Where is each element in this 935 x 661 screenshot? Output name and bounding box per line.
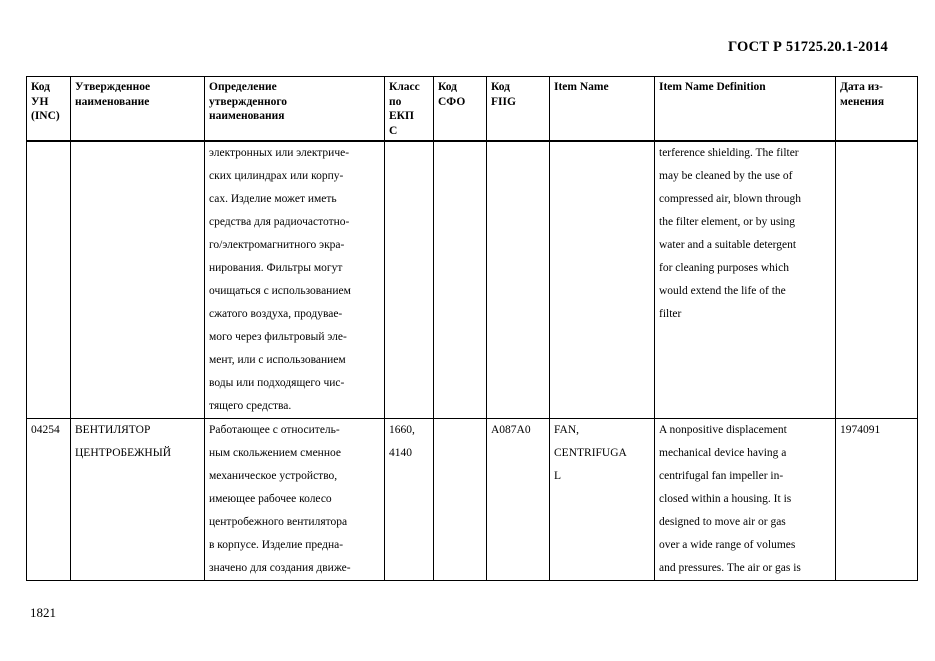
table-row bbox=[27, 141, 918, 419]
cell-text-line: значено для создания движе- bbox=[209, 562, 351, 574]
col-header-date bbox=[836, 77, 918, 142]
col-header-definition-ru bbox=[205, 77, 385, 142]
col-header-fiig bbox=[487, 77, 550, 142]
cell-text-line: terference shielding. The filter bbox=[659, 147, 799, 159]
cell-text-line: мого через фильтровый эле- bbox=[209, 331, 347, 343]
cell-text-line: мент, или с использованием bbox=[209, 354, 346, 366]
cell-text-line: наименование bbox=[75, 95, 150, 108]
cell-fiig: A087A0 bbox=[487, 419, 550, 581]
cell-text-line: Класс bbox=[389, 81, 420, 93]
cell-definition-en bbox=[655, 419, 836, 581]
col-header-inc bbox=[27, 77, 71, 142]
col-header-name-ru bbox=[71, 77, 205, 142]
cell-text-line: очищаться с использованием bbox=[209, 285, 351, 297]
cell-text-line: сжатого воздуха, продувае- bbox=[209, 308, 343, 320]
cell-text-line: по bbox=[389, 95, 402, 108]
cell-text-line: ских цилиндрах или корпу- bbox=[209, 170, 344, 182]
cell-text-line: closed within a housing. It is bbox=[659, 493, 792, 505]
cell-date bbox=[836, 141, 918, 419]
cell-name-ru bbox=[71, 141, 205, 419]
cell-text-line: утвержденного bbox=[209, 95, 288, 108]
cell-text-line: в корпусе. Изделие предна- bbox=[209, 539, 344, 551]
col-header-sfo bbox=[434, 77, 487, 142]
cell-text-line: сах. Изделие может иметь bbox=[209, 193, 337, 205]
cell-text-line: Утвержденное bbox=[75, 81, 151, 93]
cell-inc bbox=[27, 141, 71, 419]
cell-class bbox=[385, 141, 434, 419]
cell-definition-ru bbox=[205, 419, 385, 581]
cell-sfo bbox=[434, 419, 487, 581]
cell-text-line: Код bbox=[491, 81, 511, 93]
cell-text-line: воды или подходящего чис- bbox=[209, 377, 345, 389]
cell-text-line: for cleaning purposes which bbox=[659, 262, 789, 274]
cell-text-line: ЕКП bbox=[389, 110, 414, 122]
cell-text-line: CENTRIFUGA bbox=[554, 447, 627, 459]
col-header-item-name bbox=[550, 77, 655, 142]
cell-text-line: Item Name bbox=[554, 81, 609, 93]
cell-item-name bbox=[550, 141, 655, 419]
cell-text-line: water and a suitable detergent bbox=[659, 239, 797, 251]
cell-text-line: FAN, bbox=[554, 424, 580, 436]
cell-text-line: 4140 bbox=[389, 447, 412, 459]
cell-text-line: С bbox=[389, 124, 398, 137]
page-number: 1821 bbox=[30, 605, 56, 620]
cell-text-line: compressed air, blown through bbox=[659, 193, 801, 205]
cell-text-line: механическое устройство, bbox=[209, 470, 338, 482]
cell-text-line: Дата из- bbox=[840, 81, 883, 93]
cell-text-line: L bbox=[554, 470, 562, 482]
cell-text-line: centrifugal fan impeller in- bbox=[659, 470, 784, 482]
cell-text-line: Item Name Definition bbox=[659, 81, 766, 93]
cell-text-line: наименования bbox=[209, 110, 285, 122]
col-header-item-definition bbox=[655, 77, 836, 142]
cell-text-line: FIIG bbox=[491, 95, 516, 108]
col-header-class bbox=[385, 77, 434, 142]
cell-text-line: ЦЕНТРОБЕЖНЫЙ bbox=[75, 447, 172, 459]
cell-definition-en bbox=[655, 141, 836, 419]
cell-text-line: the filter element, or by using bbox=[659, 216, 796, 228]
cell-text-line: Код bbox=[438, 81, 458, 93]
cell-class bbox=[385, 419, 434, 581]
cell-text-line: would extend the life of the bbox=[659, 285, 786, 297]
cell-text-line: and pressures. The air or gas is bbox=[659, 562, 801, 574]
cell-text-line: го/электромагнитного экра- bbox=[209, 239, 345, 251]
cell-text-line: may be cleaned by the use of bbox=[659, 170, 793, 182]
cell-text-line: filter bbox=[659, 308, 682, 320]
cell-text-line: центробежного вентилятора bbox=[209, 516, 348, 528]
header-row bbox=[27, 77, 918, 142]
cell-text-line: УН bbox=[31, 95, 49, 108]
cell-text-line: A nonpositive displacement bbox=[659, 424, 787, 436]
cell-text-line: Определение bbox=[209, 81, 277, 93]
cell-definition-ru bbox=[205, 141, 385, 419]
cell-text-line: 1660, bbox=[389, 424, 415, 436]
cell-text-line: Работающее с относитель- bbox=[209, 424, 340, 436]
cell-text-line: Код bbox=[31, 81, 51, 93]
cell-text-line: mechanical device having a bbox=[659, 447, 787, 459]
cell-inc: 04254 bbox=[27, 419, 71, 581]
cell-text-line: тящего средства. bbox=[209, 400, 292, 412]
cell-item-name bbox=[550, 419, 655, 581]
standard-code: ГОСТ Р 51725.20.1-2014 bbox=[727, 39, 888, 55]
cell-text-line: СФО bbox=[438, 95, 466, 108]
cell-text-line: нирования. Фильтры могут bbox=[209, 262, 343, 274]
cell-text-line: (INC) bbox=[31, 110, 60, 122]
table-row bbox=[27, 419, 918, 581]
cell-name-ru bbox=[71, 419, 205, 581]
cell-text-line: менения bbox=[840, 95, 885, 108]
cell-text-line: ным скольжением сменное bbox=[209, 447, 341, 459]
cell-text-line: designed to move air or gas bbox=[659, 516, 786, 528]
gost-table bbox=[26, 76, 918, 581]
cell-text-line: over a wide range of volumes bbox=[659, 539, 796, 551]
cell-text-line: ВЕНТИЛЯТОР bbox=[75, 424, 151, 436]
cell-fiig bbox=[487, 141, 550, 419]
cell-text-line: имеющее рабочее колесо bbox=[209, 493, 332, 505]
cell-sfo bbox=[434, 141, 487, 419]
cell-date: 1974091 bbox=[836, 419, 918, 581]
cell-text-line: электронных или электриче- bbox=[209, 147, 350, 159]
cell-text-line: средства для радиочастотно- bbox=[209, 216, 350, 228]
